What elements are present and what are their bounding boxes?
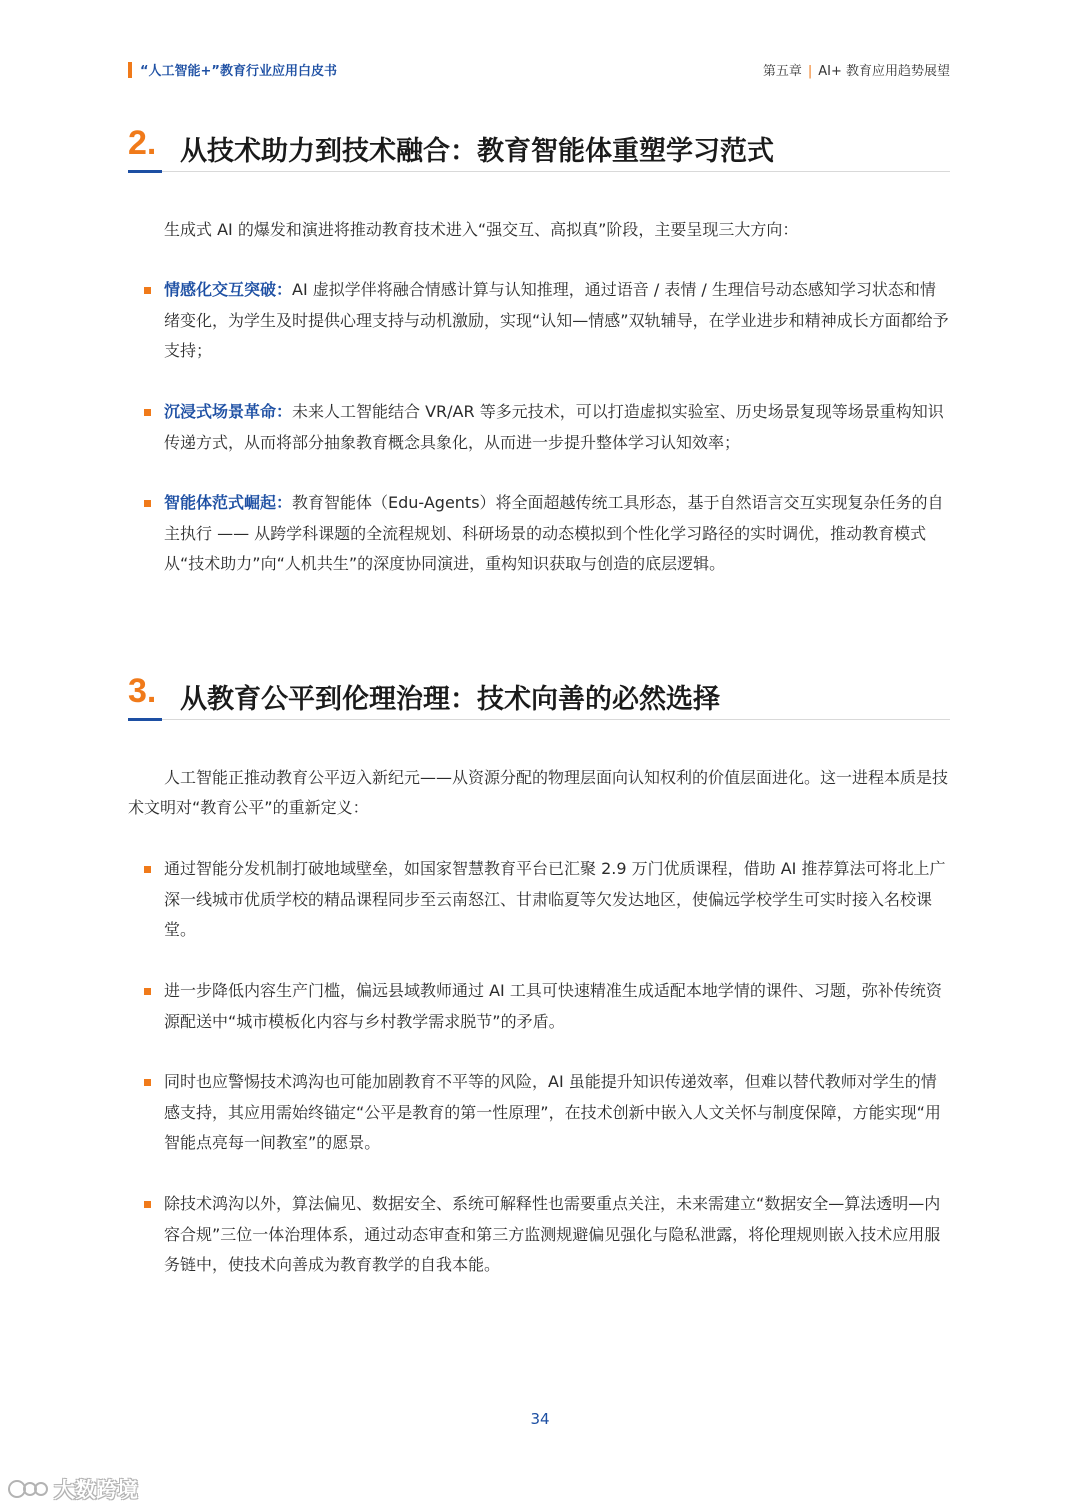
section-3-heading: [128, 672, 950, 722]
watermark-logo-icon: [8, 1477, 50, 1501]
chapter-title: AI+ 教育应用趋势展望: [818, 64, 950, 79]
bullet-square-icon: [144, 500, 151, 507]
section-title: 从教育公平到伦理治理：技术向善的必然选择: [180, 684, 720, 715]
bullet-text: 未来人工智能结合 VR/AR 等多元技术，可以打造虚拟实验室、历史场景复现等场景重构知识传递方式，从而将部分抽象教育概念具象化，从而进一步提升整体学习认知效率；: [164, 402, 944, 452]
bullet-text: 除技术鸿沟以外，算法偏见、数据安全、系统可解释性也需要重点关注，未来需建立“数据安全—算法透明—内容合规”三位一体治理体系，通过动态审查和第三方监测规避偏见强化与隐私泄露，将伦理规则嵌入技术应用服务链中，使技术向善成为教育教学的自我本能。: [164, 1194, 941, 1274]
bullet-text: 同时也应警惕技术鸿沟也可能加剧教育不平等的风险，AI 虽能提升知识传递效率，但难以替代教师对学生的情感支持，其应用需始终锚定“公平是教育的第一性原理”，在技术创新中嵌入人文关怀与制度保障，方能实现“用智能点亮每一间教室”的愿景。: [164, 1072, 941, 1152]
bullet-text: AI 虚拟学伴将融合情感计算与认知推理，通过语音 / 表情 / 生理信号动态感知学习状态和情绪变化，为学生及时提供心理支持与动机激励，实现“认知—情感”双轨辅导，在学业进步和精神成长方面都给予支持；: [164, 280, 949, 360]
chapter-separator: |: [807, 64, 813, 79]
chapter-number: 第五章: [762, 64, 802, 79]
page-header: [128, 58, 950, 82]
list-item: [128, 1067, 950, 1159]
chapter-label: [763, 60, 950, 79]
page-number: 34: [530, 1410, 550, 1428]
section-title: 从技术助力到技术融合：教育智能体重塑学习范式: [180, 136, 774, 167]
bullet-text: 教育智能体（Edu-Agents）将全面超越传统工具形态，基于自然语言交互实现复杂任务的自主执行 —— 从跨学科课题的全流程规划、科研场景的动态模拟到个性化学习路径的实时调优，推动教育模式从“技术助力”向“人机共生”的深度协同演进，重构知识获取与创造的底层逻辑。: [164, 493, 944, 573]
bullet-lead: 智能体范式崛起：: [164, 493, 293, 512]
bullet-square-icon: [144, 988, 151, 995]
bullet-square-icon: [144, 1079, 151, 1086]
bullet-lead: 情感化交互突破：: [164, 280, 293, 299]
document-title: “人工智能+”教育行业应用白皮书: [140, 64, 337, 79]
section-divider: [128, 719, 950, 720]
list-item: [128, 976, 950, 1037]
bullet-text: 进一步降低内容生产门槛，偏远县域教师通过 AI 工具可快速精准生成适配本地学情的课件、习题，弥补传统资源配送中“城市模板化内容与乡村教学需求脱节”的矛盾。: [164, 981, 942, 1031]
bullet-square-icon: [144, 866, 151, 873]
bullet-square-icon: [144, 1201, 151, 1208]
section-divider: [128, 171, 950, 172]
bullet-square-icon: [144, 409, 151, 416]
section-3-intro: 人工智能正推动教育公平迈入新纪元——从资源分配的物理层面向认知权利的价值层面进化。这一进程本质是技术文明对“教育公平”的重新定义：: [128, 768, 949, 817]
list-item: [128, 1189, 950, 1281]
bullet-square-icon: [144, 287, 151, 294]
section-number: 3.: [128, 672, 157, 710]
watermark: [8, 1474, 138, 1504]
list-item: [128, 275, 950, 367]
section-2-heading: [128, 124, 950, 174]
section-number: 2.: [128, 124, 157, 162]
section-underline: [128, 718, 162, 721]
list-item: [128, 488, 950, 580]
bullet-text: 通过智能分发机制打破地域壁垒，如国家智慧教育平台已汇聚 2.9 万门优质课程，借助 AI 推荐算法可将北上广深一线城市优质学校的精品课程同步至云南怒江、甘肃临夏等欠发达地区，使偏远学校学生可实时接入名校课堂。: [164, 859, 946, 939]
bullet-lead: 沉浸式场景革命：: [164, 402, 293, 421]
section-2-intro: 生成式 AI 的爆发和演进将推动教育技术进入“强交互、高拟真”阶段，主要呈现三大方向：: [164, 220, 799, 239]
list-item: [128, 854, 950, 946]
watermark-text: 大数跨境: [54, 1478, 138, 1502]
header-accent-bar: [128, 62, 132, 78]
list-item: [128, 397, 950, 458]
section-underline: [128, 170, 162, 173]
